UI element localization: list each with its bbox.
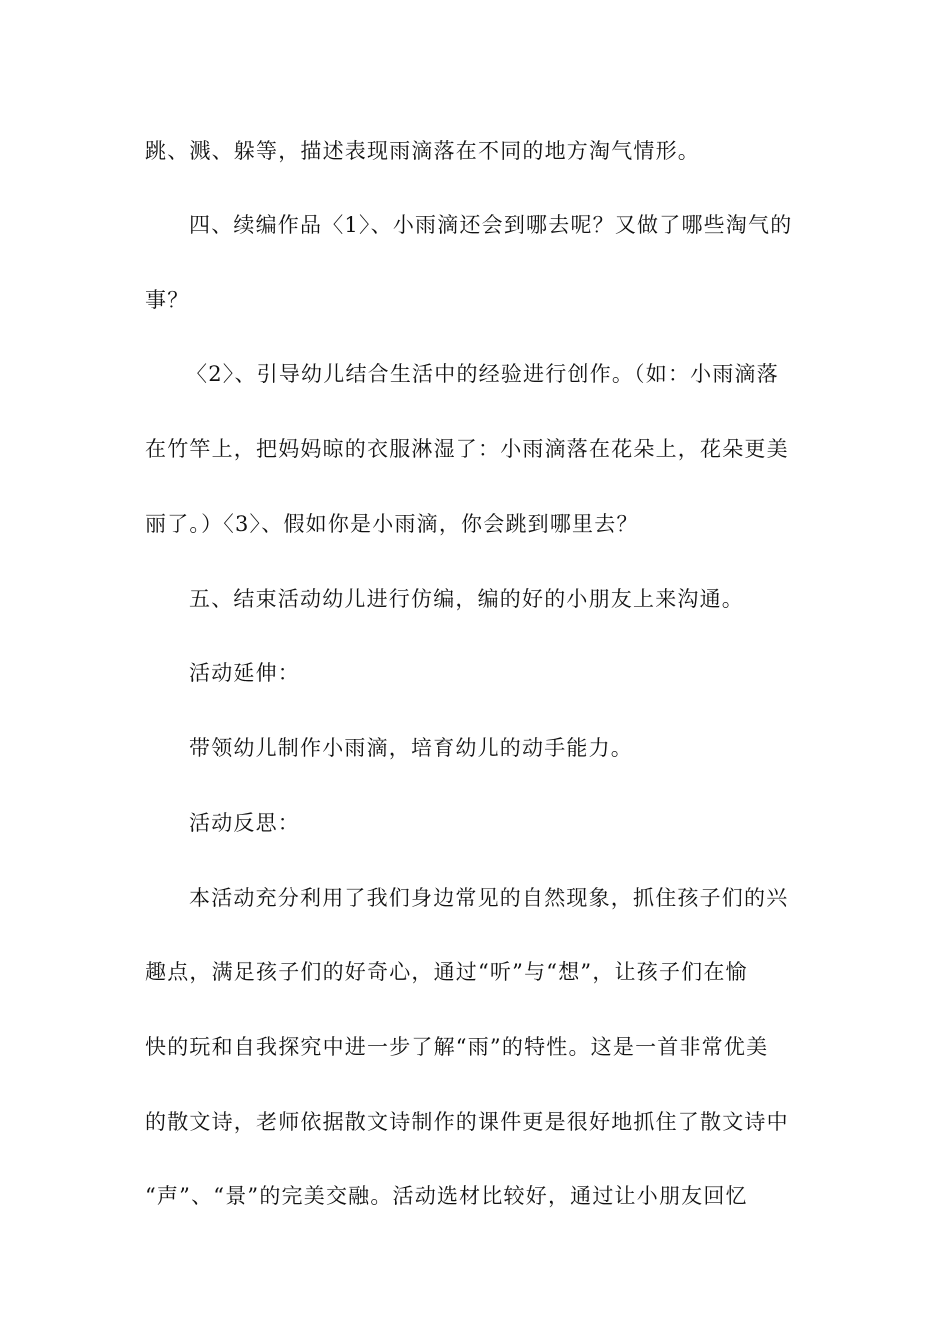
- paragraph-line: 丽了。）〈3〉、假如你是小雨滴，你会跳到哪里去？: [145, 512, 639, 536]
- paragraph-line: 的散文诗，老师依据散文诗制作的课件更是很好地抓住了散文诗中: [145, 1110, 789, 1134]
- paragraph-line: 在竹竿上，把妈妈晾的衣服淋湿了：小雨滴落在花朵上，花朵更美: [145, 437, 789, 461]
- paragraph-line: “声”、“景”的完美交融。活动选材比较好，通过让小朋友回忆: [145, 1184, 748, 1208]
- paragraph-line: 带领幼儿制作小雨滴，培育幼儿的动手能力。: [189, 736, 633, 760]
- section-heading: 活动反思：: [189, 811, 300, 835]
- paragraph-line: 本活动充分利用了我们身边常见的自然现象，抓住孩子们的兴: [189, 886, 789, 910]
- paragraph-line: 趣点，满足孩子们的好奇心，通过“听”与“想”，让孩子们在愉: [145, 960, 748, 984]
- section-heading: 活动延伸：: [189, 661, 300, 685]
- paragraph-line: 事？: [145, 288, 190, 312]
- paragraph-line: 跳、溅、躲等，描述表现雨滴落在不同的地方淘气情形。: [145, 139, 700, 163]
- paragraph-line: 快的玩和自我探究中进一步了解“雨”的特性。这是一首非常优美: [145, 1035, 769, 1059]
- paragraph-line: 五、结束活动幼儿进行仿编，编的好的小朋友上来沟通。: [189, 587, 744, 611]
- paragraph-line: 〈2〉、引导幼儿结合生活中的经验进行创作。（如：小雨滴落: [186, 362, 779, 386]
- paragraph-line: 四、续编作品〈1〉、小雨滴还会到哪去呢？又做了哪些淘气的: [189, 213, 793, 237]
